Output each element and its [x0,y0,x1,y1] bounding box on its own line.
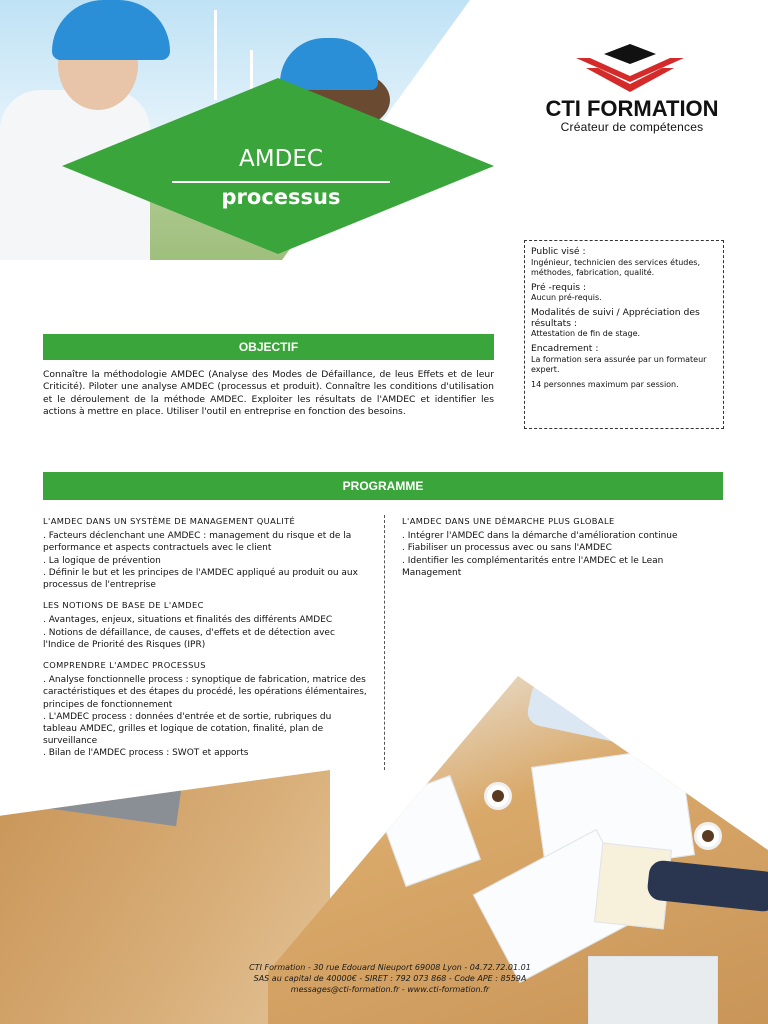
logo-name: CTI FORMATION [545,96,719,121]
list-item: . Fiabiliser un processus avec ou sans l'AMDEC [402,543,612,554]
section-title: COMPRENDRE L'AMDEC PROCESSUS [43,660,206,671]
encadrement-value: La formation sera assurée par un formateur expert. [531,354,707,374]
logo-tagline: Créateur de compétences [560,120,704,134]
prereq-value: Aucun pré-requis. [531,293,602,302]
logo-mark-icon [576,40,686,96]
list-item: . Facteurs déclenchant une AMDEC : management du risque et de la performance et aspects contractuels avec le client [43,531,352,554]
programme-left-column [43,515,368,760]
programme-right-column [402,515,722,579]
list-item: . La logique de prévention [43,555,161,566]
section-title: LES NOTIONS DE BASE DE L'AMDEC [43,600,204,611]
title-divider [172,181,390,183]
public-label: Public visé : [531,246,586,257]
footer-contact [200,962,580,995]
prereq-label: Pré -requis : [531,281,587,293]
footer-legal: SAS au capital de 40000€ - SIRET : 792 073 868 - Code APE : 8559A [253,974,527,983]
list-item: . Notions de défaillance, de causes, d'effets et de détection avec l'Indice de Priorité des Risques (IPR) [43,627,335,650]
capacity-value: 14 personnes maximum par session. [531,379,679,389]
section-title: L'AMDEC DANS UNE DÉMARCHE PLUS GLOBALE [402,516,615,526]
cti-logo [540,40,720,134]
list-item: . Définir le but et les principes de l'AMDEC appliqué au produit ou aux processus de l'entreprise [43,567,358,591]
public-value: Ingénieur, technicien des services études, méthodes, fabrication, qualité. [531,257,700,277]
column-divider [384,515,385,770]
list-item: . Analyse fonctionnelle process : synoptique de fabrication, matrice des caractéristiques et des étapes du procédé, les opérations élémentaires, principes de fonctionnement [43,675,367,710]
list-item: . Avantages, enjeux, situations et finalités des différents AMDEC [43,615,333,626]
course-subtitle: processus [221,185,341,209]
objectif-text: Connaître la méthodologie AMDEC (Analyse des Modes de Défaillance, de leus Effets et de leur Criticité). Piloter une analyse AMDEC (processus et produit). Connaître les conditions d'utilisation et le déroulement de la méthode AMDEC. Exploiter les résultats de l'AMDEC et identifier les actions à mettre en place. Utiliser l'outil en entreprise en fonction des besoins. [43,369,494,418]
list-item: . Bilan de l'AMDEC process : SWOT et apports [43,748,249,759]
footer-address: CTI Formation - 30 rue Edouard Nieuport 69008 Lyon - 04.72.72.01.01 [249,963,531,972]
course-info-box [524,240,724,429]
list-item: . L'AMDEC process : données d'entrée et de sortie, rubriques du tableau AMDEC, grilles et logique de cotation, finalité, plan de surveillance [43,711,332,747]
encadrement-label: Encadrement : [531,343,599,354]
suivi-value: Attestation de fin de stage. [531,329,641,338]
course-title: AMDEC [239,146,323,172]
section-title: L'AMDEC DANS UN SYSTÈME DE MANAGEMENT QUALITÉ [43,516,296,526]
objectif-header: OBJECTIF [43,334,494,360]
list-item: . Intégrer l'AMDEC dans la démarche d'amélioration continue [402,531,678,542]
suivi-label: Modalités de suivi / Appréciation des résultats : [531,307,700,329]
programme-header: PROGRAMME [43,472,723,500]
footer-email-web: messages@cti-formation.fr - www.cti-formation.fr [290,985,490,994]
list-item: . Identifier les complémentarités entre l'AMDEC et le Lean Management [402,555,664,578]
